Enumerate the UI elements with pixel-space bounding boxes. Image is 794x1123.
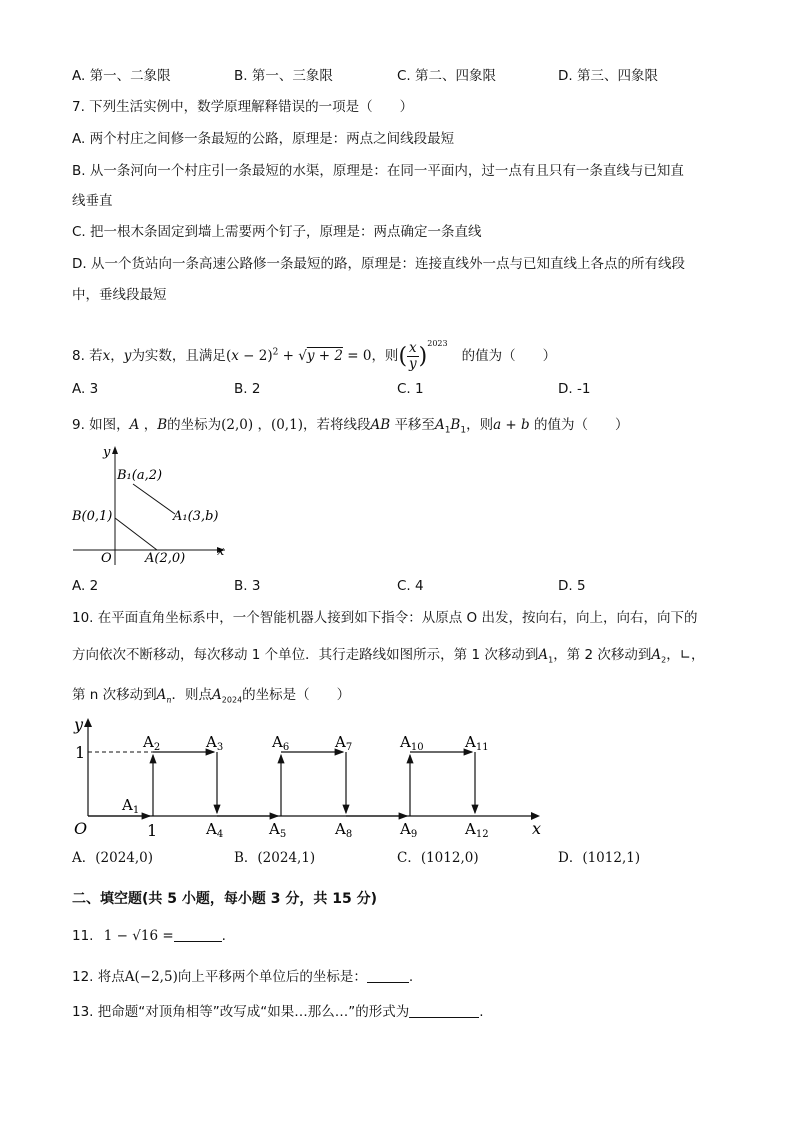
q9-a-label: A(2,0) [145, 551, 186, 566]
q10-line3a: 第 n 次移动到 [72, 687, 157, 703]
q12-answer-blank[interactable] [367, 968, 409, 983]
q7-option-b-line2: 线垂直 [72, 193, 113, 209]
q6-option-a: A. 第一、二象限 [72, 68, 171, 84]
q9-option-a: A. 2 [72, 578, 99, 594]
q8-option-a: A. 3 [72, 381, 99, 397]
q6-option-b: B. 第一、三象限 [234, 68, 333, 84]
section-2-title: 二、填空题(共 5 小题，每小题 3 分，共 15 分) [72, 891, 378, 907]
q10-path [88, 752, 475, 816]
q12-end: . [408, 969, 414, 985]
q7-stem: 7. 下列生活实例中，数学原理解释错误的一项是（ ） [72, 99, 414, 115]
q9-segment-a1b1 [133, 484, 175, 514]
q7-option-a: A. 两个村庄之间修一条最短的公路，原理是：两点之间线段最短 [72, 131, 455, 147]
q10-option-c: C．(1012,0) [397, 850, 479, 866]
q9-option-d: D. 5 [558, 578, 586, 594]
q8-option-d: D. -1 [558, 381, 591, 397]
q9-b-label: B(0,1) [72, 509, 113, 524]
q10-label-a5: $A_5$ [269, 820, 287, 840]
q13-end: . [479, 1004, 484, 1020]
q10-line3c: 的坐标是（ ） [242, 687, 351, 703]
q10-label-a10: $A_{10}$ [400, 733, 424, 753]
q8-stem: 8. 若x，y为实数，且满足$(x - 2)^2 + √y + 2 = 0$，则( $\frac{x}{y}$ )$^{2023}$的值为（ ） [72, 339, 557, 372]
q10-y-one-label: 1 [75, 743, 86, 762]
q9-suffix: ，则 [466, 417, 494, 433]
q9-prefix: 9. 如图， [72, 417, 130, 433]
q10-option-a: A．(2024,0) [72, 850, 154, 866]
q9-y-label: y [103, 445, 111, 460]
q10-label-a1: $A_1$ [122, 796, 140, 816]
q8-prefix: 8. 若 [72, 348, 103, 364]
q10-x-one-label: 1 [147, 821, 158, 840]
q10-line3b: ．则点 [171, 687, 213, 703]
q8-suffix: 的值为（ ） [461, 348, 557, 364]
q9-mid2: ，若将线段 [302, 417, 371, 433]
q9-y-arrow-icon [112, 446, 118, 454]
q9-mid3: 平移至 [394, 417, 435, 433]
q13-prefix: 13. 把命题“对顶角相等”改写成“如果…那么…”的形式为 [72, 1004, 410, 1020]
q10-y-arrow-icon [84, 718, 92, 727]
q9-graph [65, 440, 240, 570]
q10-line1: 10. 在平面直角坐标系中，一个智能机器人接到如下指令：从原点 O 出发，按向右，向上，向右，向下的 [72, 610, 698, 626]
q8-option-b: B. 2 [234, 381, 261, 397]
q6-option-d: D. 第三、四象限 [558, 68, 658, 84]
q8-then: ，则 [371, 348, 399, 364]
q7-option-c: C. 把一根木条固定到墙上需要两个钉子，原理是：两点确定一条直线 [72, 224, 482, 240]
q10-label-a12: $A_{12}$ [465, 820, 489, 840]
q8-mid: 为实数，且满足 [131, 348, 226, 364]
q9-option-c: C. 4 [397, 578, 424, 594]
q10-label-a11: $A_{11}$ [465, 733, 489, 753]
q10-label-a6: $A_6$ [272, 733, 290, 753]
q8-vars: x [102, 348, 111, 364]
q10-line2: 方向依次不断移动，每次移动 1 个单位．其行走路线如图所示，第 1 次移动到$A_1$，第 2 次移动到$A_2$，∟， [72, 647, 705, 665]
q10-label-a2: $A_2$ [143, 733, 161, 753]
q10-line2a: 方向依次不断移动，每次移动 1 个单位．其行走路线如图所示，第 1 次移动到 [72, 647, 539, 663]
q9-option-b: B. 3 [234, 578, 261, 594]
q10-origin-label: O [74, 819, 88, 838]
q11-stem [72, 927, 226, 945]
q7-option-d-line2: 中，垂线段最短 [72, 287, 167, 303]
q9-b1-label: B₁(a,2) [117, 468, 163, 483]
q11-expression: 1 − √16 = [103, 928, 174, 944]
q11-prefix: 11. [72, 928, 94, 944]
q11-end: . [221, 928, 226, 944]
q9-a1-label: A₁(3,b) [173, 509, 219, 524]
q10-point-labels [121, 733, 489, 840]
q12-prefix: 12. 将点 [72, 969, 125, 985]
q10-option-b: B．(2024,1) [234, 850, 316, 866]
q10-label-a9: $A_9$ [400, 820, 418, 840]
q13-answer-blank[interactable] [409, 1003, 479, 1018]
q10-label-a7: $A_7$ [335, 733, 353, 753]
q9-mid: 的坐标为 [167, 417, 222, 433]
q10-y-label: y [74, 715, 84, 734]
q9-x-label: x [217, 544, 225, 559]
q10-line2c: ，∟， [666, 647, 705, 663]
q10-label-a8: $A_8$ [335, 820, 353, 840]
q10-line2b: ，第 2 次移动到 [553, 647, 652, 663]
q9-segment-ab [115, 518, 157, 550]
q7-option-b-line1: B. 从一条河向一个村庄引一条最短的水渠，原理是：在同一平面内，过一点有且只有一条直线与已知直 [72, 163, 684, 179]
q10-line3: 第 n 次移动到$A_n$．则点$A_{2024}$的坐标是（ ） [72, 687, 351, 705]
q10-option-d: D．(1012,1) [558, 850, 641, 866]
q10-x-label: x [532, 819, 542, 838]
q9-origin-label: O [101, 551, 112, 566]
q8-equation: $(x - 2)^2 + √y + 2 = 0$ [225, 347, 372, 364]
q7-option-d-line1: D. 从一个货站向一条高速公路修一条最短的路，原理是：连接直线外一点与已知直线上各点的所有线段 [72, 256, 685, 272]
q9-stem: 9. 如图，A ，B的坐标为(2,0) ，(0,1)，若将线段AB 平移至$A_1B_1$，则a + b 的值为（ ） [72, 417, 629, 436]
q8-option-c: C. 1 [397, 381, 424, 397]
q12-mid: 向上平移两个单位后的坐标是： [177, 969, 367, 985]
q10-label-a4: $A_4$ [206, 820, 224, 840]
q11-answer-blank[interactable] [174, 927, 222, 942]
q6-option-c: C. 第二、四象限 [397, 68, 497, 84]
q9-end: 的值为（ ） [534, 417, 629, 433]
q10-graph [70, 712, 550, 844]
q12-stem [72, 968, 413, 986]
q13-stem [72, 1003, 484, 1021]
q10-label-a3: $A_3$ [206, 733, 224, 753]
q12-point: A(−2,5) [124, 969, 178, 985]
